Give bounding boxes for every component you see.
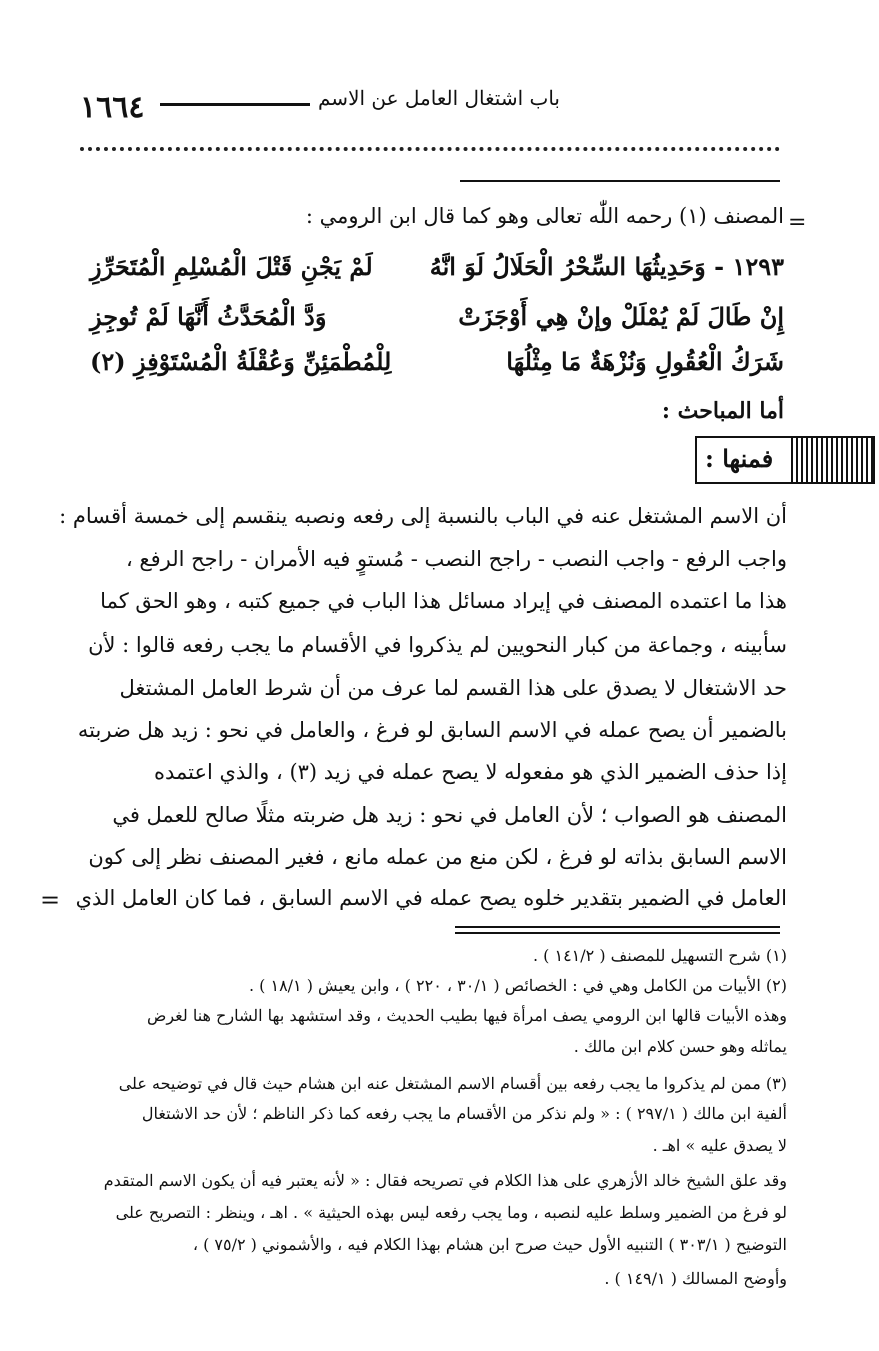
footnote-line: يماثله وهو حسن كلام ابن مالك . [573, 1037, 787, 1056]
verse-2-first-hemistich: إِنْ طَالَ لَمْ يُمْلَلْ وإنْ هِي أَوْجَزَتْ [458, 302, 784, 331]
body-line: إذا حذف الضمير الذي هو مفعوله لا يصح عمله في زيد (٣) ، والذي اعتمده [153, 760, 787, 784]
footnote-line: لا يصدق عليه » اهـ . [652, 1136, 787, 1155]
footnote-separator [455, 932, 780, 934]
footnote-line: وقد علق الشيخ خالد الأزهري على هذا الكلام في تصريحه فقال : « لأنه يعتبر فيه أن يكون الاسم المتقدم [103, 1171, 787, 1190]
body-line: واجب الرفع - واجب النصب - راجح النصب - مُستوٍ فيه الأمران - راجح الرفع ، [125, 547, 787, 571]
footnote-line: (٣) ممن لم يذكروا ما يجب رفعه بين أقسام الاسم المشتغل عنه ابن هشام حيث قال في توضيحه على [118, 1074, 787, 1093]
body-line: سأبينه ، وجماعة من كبار النحويين لم يذكروا في الأقسام ما يجب رفعه قالوا : لأن [88, 633, 787, 657]
page-number: ١٦٦٤ [80, 90, 145, 125]
verse-2-second-hemistich: وَدَّ الْمُحَدَّثُ أَنَّهَا لَمْ تُوجِزِ [90, 302, 327, 331]
verse-1-second-hemistich: لَمْ يَجْنِ قَتْلَ الْمُسْلِمِ الْمُتَحَرِّزِ [90, 252, 373, 281]
footnote-line: (٢) الأبيات من الكامل وهي في : الخصائص ( ٣٠/١ ، ٢٢٠ ) ، وابن يعيش ( ١٨/١ ) . [248, 976, 787, 995]
footnote-line: لو فرغ من الضمير وسلط عليه لنصبه ، وما يجب رفعه ليس بهذه الحيثية » . اهـ ، وينظر : التصريح على [115, 1203, 787, 1222]
subsection-label: فمنها : [705, 444, 774, 473]
dotted-separator [80, 147, 780, 151]
footnote-line: وأوضح المسالك ( ١٤٩/١ ) . [604, 1269, 787, 1288]
footnote-line: وهذه الأبيات قالها ابن الرومي يصف امرأة فيها بطيب الحديث ، وقد استشهد بها الشارح هنا لغرض [146, 1006, 787, 1025]
continuation-marker-bottom: = [40, 886, 61, 914]
header-rule [160, 103, 310, 106]
decorative-stripes [791, 438, 873, 482]
footnote-line: ألفية ابن مالك ( ٢٩٧/١ ) : « ولم نذكر من الأقسام ما يجب رفعه كما ذكر الناظم ؛ لأن حد الاشتغال [141, 1104, 787, 1123]
running-header-title: باب اشتغال العامل عن الاسم [318, 86, 560, 110]
footnote-line: التوضيح ( ٣٠٣/١ ) التنبيه الأول حيث صرح ابن هشام بهذا الكلام فيه ، والأشموني ( ٧٥/٢ ) ، [192, 1235, 787, 1254]
body-line: العامل في الضمير بتقدير خلوه يصح عمله في الاسم السابق ، فما كان العامل الذي [75, 886, 787, 910]
verse-1-first-hemistich: ١٢٩٣ - وَحَدِيثُهَا السِّحْرُ الْحَلَالُ لَوَ انَّهُ [429, 252, 784, 281]
body-line: المصنف هو الصواب ؛ لأن العامل في نحو : زيد هل ضربته مثلًا صالح للعمل في [112, 803, 787, 827]
intro-line: المصنف (١) رحمه اللّٰه تعالى وهو كما قال ابن الرومي : [305, 204, 784, 228]
body-line: الاسم السابق بذاته لو فرغ ، لكن منع من عمله مانع ، فغير المصنف نظر إلى كون [88, 845, 787, 869]
continued-footnote-rule [460, 180, 780, 182]
footnote-line: (١) شرح التسهيل للمصنف ( ١٤١/٢ ) . [532, 946, 787, 965]
subsection-label-box [695, 436, 875, 484]
continuation-marker-top: = [788, 210, 807, 235]
footnote-separator [455, 926, 780, 928]
body-line: حد الاشتغال لا يصدق على هذا القسم لما عرف من أن شرط العامل المشتغل [119, 676, 787, 700]
body-line: أن الاسم المشتغل عنه في الباب بالنسبة إلى رفعه ونصبه ينقسم إلى خمسة أقسام : [59, 504, 787, 528]
section-heading: أما المباحث : [661, 398, 784, 424]
body-line: بالضمير أن يصح عمله في الاسم السابق لو فرغ ، والعامل في نحو : زيد هل ضربته [77, 718, 787, 742]
verse-3-second-hemistich: لِلْمُطْمَئِنِّ وَعُقْلَةُ الْمُسْتَوْفِزِ (٢) [90, 347, 392, 376]
body-line: هذا ما اعتمده المصنف في إيراد مسائل هذا الباب في جميع كتبه ، وهو الحق كما [100, 589, 787, 613]
verse-3-first-hemistich: شَرَكُ الْعُقُولِ وَنُزْهَةٌ مَا مِثْلُهَا [506, 347, 784, 376]
